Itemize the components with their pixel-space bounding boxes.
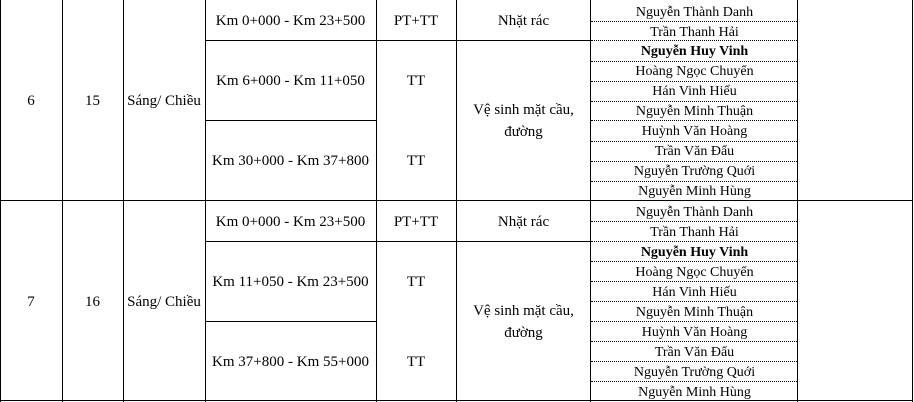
grid-line xyxy=(205,241,591,242)
worker-name: Trần Thanh Hải xyxy=(650,225,739,240)
route-cell: Km 0+000 - Km 23+500 xyxy=(215,213,366,230)
worker-name: Nguyễn Trường Quới xyxy=(633,365,756,380)
row-separator xyxy=(591,221,797,222)
worker-name: Nguyễn Minh Hùng xyxy=(638,385,751,400)
task-cell: Vệ sinh mặt cầu, đường xyxy=(473,102,574,140)
worker-name: Huỳnh Văn Hoàng xyxy=(641,124,748,139)
unit-cell: PT+TT xyxy=(393,213,439,230)
shift-cell: Sáng/ Chiều xyxy=(127,293,201,310)
row-separator xyxy=(591,241,797,242)
worker-name: Huỳnh Văn Hoàng xyxy=(641,325,748,340)
grid-line xyxy=(912,0,913,402)
grid-line xyxy=(376,0,377,402)
row-separator xyxy=(591,21,797,22)
week-cell: 15 xyxy=(85,92,100,109)
unit-cell: TT xyxy=(406,274,426,290)
worker-name: Hoàng Ngọc Chuyển xyxy=(635,265,754,280)
worker-name: Nguyễn Thành Danh xyxy=(635,205,754,220)
route-cell: Km 6+000 - Km 11+050 xyxy=(216,73,365,89)
grid-line xyxy=(205,321,377,322)
unit-cell: TT xyxy=(406,73,426,89)
grid-line xyxy=(0,0,1,402)
worker-name: Nguyễn Thành Danh xyxy=(635,5,754,20)
worker-name: Trần Văn Đẩu xyxy=(654,144,735,159)
row-separator xyxy=(591,381,797,382)
grid-line xyxy=(0,400,913,401)
worker-name: Nguyễn Trường Quới xyxy=(633,164,756,179)
grid-line xyxy=(456,0,457,402)
row-separator xyxy=(591,281,797,282)
row-separator xyxy=(591,181,797,182)
worker-name: Hán Vinh Hiếu xyxy=(652,285,737,300)
worker-name: Nguyễn Minh Thuận xyxy=(635,104,754,119)
row-separator xyxy=(591,341,797,342)
route-cell: Km 37+800 - Km 55+000 xyxy=(212,354,369,370)
row-separator xyxy=(591,81,797,82)
worker-name: Nguyễn Huy Vinh xyxy=(640,44,749,59)
row-separator xyxy=(591,141,797,142)
route-cell: Km 0+000 - Km 23+500 xyxy=(215,12,366,29)
row-separator xyxy=(591,101,797,102)
row-separator xyxy=(591,61,797,62)
task-cell: Nhặt rác xyxy=(497,12,550,29)
row-separator xyxy=(591,120,797,121)
row-separator xyxy=(591,301,797,302)
grid-line xyxy=(797,0,798,402)
row-separator xyxy=(591,161,797,162)
grid-line xyxy=(123,0,124,402)
worker-name: Trần Văn Đẩu xyxy=(654,345,735,360)
grid-line xyxy=(205,120,377,121)
stt-cell: 7 xyxy=(27,293,35,310)
grid-line xyxy=(205,40,591,41)
grid-line xyxy=(0,200,913,201)
grid-line xyxy=(62,0,63,402)
unit-cell: TT xyxy=(406,153,426,169)
route-cell: Km 30+000 - Km 37+800 xyxy=(212,153,369,169)
row-separator xyxy=(591,40,797,41)
worker-name: Hoàng Ngọc Chuyển xyxy=(635,64,754,79)
grid-line xyxy=(205,0,206,402)
worker-name: Nguyễn Huy Vinh xyxy=(640,245,749,260)
stt-cell: 6 xyxy=(27,92,35,109)
shift-cell: Sáng/ Chiều xyxy=(127,92,201,109)
week-cell: 16 xyxy=(85,293,100,310)
row-separator xyxy=(591,361,797,362)
worker-name: Hán Vinh Hiếu xyxy=(652,84,737,99)
task-cell: Nhặt rác xyxy=(497,213,550,230)
task-cell: Vệ sinh mặt cầu, đường xyxy=(473,303,574,341)
row-separator xyxy=(591,261,797,262)
worker-name: Nguyễn Minh Hùng xyxy=(638,184,751,199)
unit-cell: PT+TT xyxy=(393,12,439,29)
unit-cell: TT xyxy=(406,354,426,370)
worker-name: Nguyễn Minh Thuận xyxy=(635,305,754,320)
route-cell: Km 11+050 - Km 23+500 xyxy=(212,274,369,290)
worker-name: Trần Thanh Hải xyxy=(650,25,739,40)
row-separator xyxy=(591,321,797,322)
